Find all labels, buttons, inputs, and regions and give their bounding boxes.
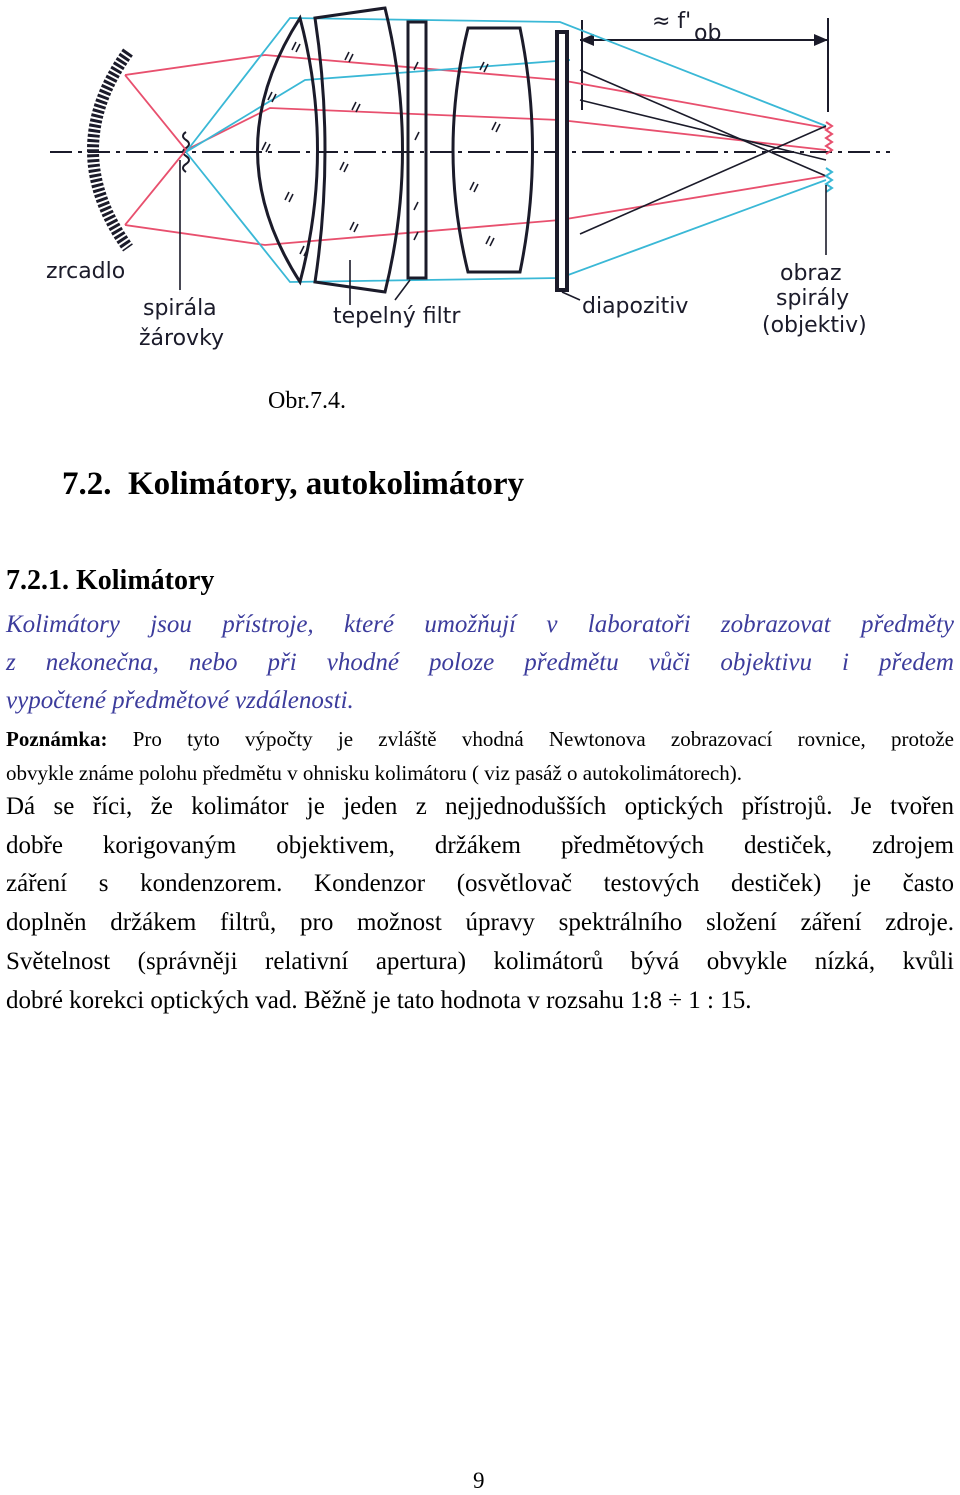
intro-line: vypočtené předmětové vzdálenosti. — [6, 687, 354, 714]
section-title: Kolimátory, autokolimátory — [128, 466, 524, 502]
focal-arrow-right — [814, 34, 828, 46]
note-paragraph — [6, 722, 954, 790]
leader-lines — [180, 160, 826, 305]
body-line: dobře korigovaným objektivem, držákem předmětových destiček, zdrojem — [6, 831, 954, 859]
label-slide: diapozitiv — [582, 294, 689, 319]
body-line: dobré korekci optických vad. Běžně je tato hodnota v rozsahu 1:8 ÷ 1 : 15. — [6, 986, 752, 1014]
red-rays — [125, 55, 826, 245]
body-paragraph — [6, 788, 954, 1020]
label-image-2: spirály — [776, 286, 850, 311]
slide-gap — [559, 34, 565, 288]
figure-caption: Obr.7.4. — [268, 388, 346, 414]
label-spiral-1: spirála — [143, 296, 217, 321]
section-heading — [62, 466, 524, 503]
subsection-title: Kolimátory — [76, 565, 215, 596]
condenser-lens-2 — [315, 8, 403, 292]
spiral-image-bottom — [826, 168, 832, 192]
intro-line: z nekonečna, nebo při vhodné poloze předmětu vůči objektivu i předem — [6, 649, 954, 676]
subsection-heading — [6, 565, 214, 597]
heat-filter — [408, 22, 426, 278]
condenser-optics-diagram — [40, 0, 910, 370]
note-label: Poznámka: — [6, 727, 108, 751]
intro-line: Kolimátory jsou přístroje, které umožňují v laboratoři zobrazovat předměty — [6, 611, 954, 638]
subsection-number: 7.2.1. — [6, 565, 69, 596]
focal-length-sub: ob — [694, 21, 722, 46]
note-line-2: obvykle známe polohu předmětu v ohnisku kolimátoru ( viz pasáž o autokolimátorech). — [6, 761, 742, 785]
section-number: 7.2. — [62, 466, 112, 502]
page-number: 9 — [473, 1468, 485, 1493]
body-line: Světelnost (správněji relativní apertura) kolimátorů bývá obvykle nízká, kvůli — [6, 947, 954, 975]
label-spiral-2: žárovky — [139, 326, 225, 351]
note-text-1: Pro tyto výpočty je zvláště vhodná Newtonova zobrazovací rovnice, protože — [132, 727, 954, 751]
label-image-3: (objektiv) — [762, 313, 867, 338]
label-heat-filter: tepelný filtr — [333, 304, 461, 329]
body-line: doplněn držákem filtrů, pro možnost úpravy spektrálního složení záření zdroje. — [6, 909, 954, 937]
body-line: Dá se říci, že kolimátor je jeden z nejjednodušších optických přístrojů. Je tvořen — [6, 793, 954, 820]
concave-mirror — [93, 52, 128, 248]
label-mirror: zrcadlo — [46, 259, 126, 284]
focal-length-label: ≈ f' — [652, 9, 692, 34]
spiral-image-top — [826, 122, 832, 154]
cyan-rays — [186, 18, 826, 282]
note-line-1 — [6, 722, 954, 756]
intro-paragraph — [6, 606, 954, 720]
label-image-1: obraz — [780, 261, 842, 286]
body-line: záření s kondenzorem. Kondenzor (osvětlovač testových destiček) je často — [6, 870, 954, 898]
